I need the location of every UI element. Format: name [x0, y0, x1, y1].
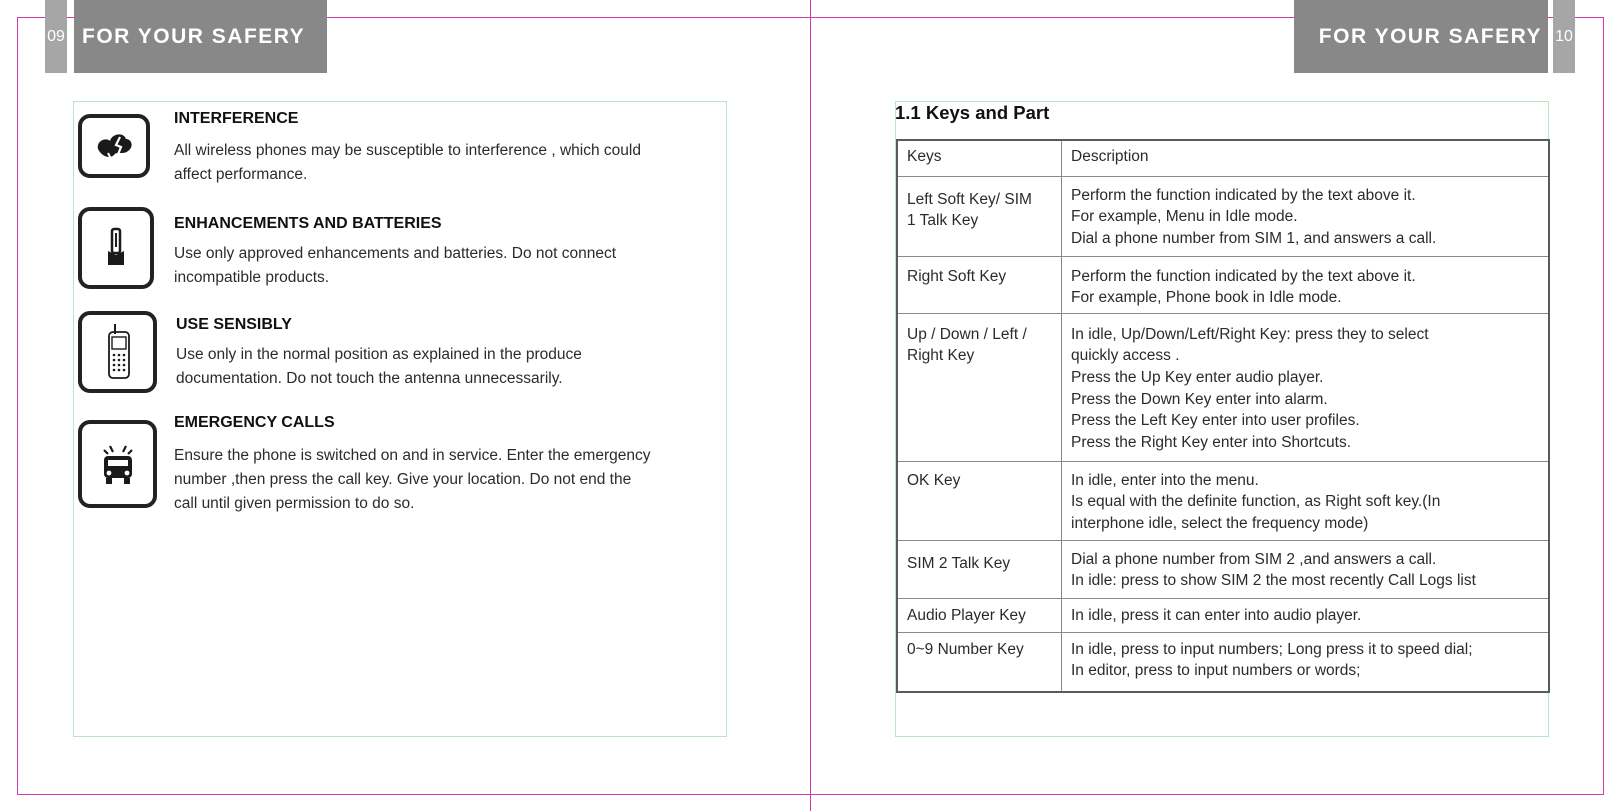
- phone-icon: [78, 311, 157, 393]
- key-cell-line: 0~9 Number Key: [907, 640, 1024, 658]
- interference-icon: [78, 114, 150, 178]
- batteries-text-line: incompatible products.: [174, 269, 330, 286]
- table-row: [897, 176, 1549, 256]
- table-row: [897, 313, 1549, 461]
- left-content-frame: [73, 101, 727, 737]
- key-cell-line: Right Soft Key: [907, 267, 1007, 285]
- description-line: Perform the function indicated by the text above it.: [1071, 267, 1416, 285]
- trim-line-right: [1603, 17, 1604, 795]
- key-cell: [897, 461, 1062, 540]
- use-sensibly-text: [176, 343, 716, 391]
- description-cell: [1062, 313, 1550, 461]
- use-sensibly-text-line: documentation. Do not touch the antenna unnecessarily.: [176, 370, 563, 387]
- interference-title: INTERFERENCE: [174, 110, 299, 127]
- batteries-text: [174, 242, 714, 290]
- trim-line-center: [810, 0, 811, 811]
- trim-line-left: [17, 17, 18, 795]
- description-line: Is equal with the definite function, as Right soft key.(In: [1071, 493, 1441, 511]
- right-page-header: FOR YOUR SAFERY: [1294, 0, 1548, 73]
- table-row: [897, 256, 1549, 313]
- table-row: [897, 461, 1549, 540]
- batteries-text-line: Use only approved enhancements and batteries. Do not connect: [174, 245, 617, 262]
- column-header-keys: Keys: [897, 140, 1062, 176]
- description-line: In idle, enter into the menu.: [1071, 471, 1259, 489]
- description-line: Dial a phone number from SIM 1, and answers a call.: [1071, 229, 1437, 247]
- right-page-number: 10: [1553, 0, 1575, 73]
- description-line: In idle, press it can enter into audio player.: [1071, 606, 1362, 624]
- table-header-row: [897, 140, 1549, 176]
- key-cell: [897, 598, 1062, 632]
- description-line: In idle, press to input numbers; Long press it to speed dial;: [1071, 640, 1473, 658]
- emergency-text-line: call until given permission to do so.: [174, 495, 415, 512]
- description-line: Perform the function indicated by the text above it.: [1071, 186, 1416, 204]
- table-row: [897, 632, 1549, 692]
- description-line: In idle: press to show SIM 2 the most recently Call Logs list: [1071, 572, 1476, 590]
- description-cell: [1062, 540, 1550, 598]
- interference-text-line: affect performance.: [174, 166, 308, 183]
- emergency-text-line: number ,then press the call key. Give your location. Do not end the: [174, 471, 632, 488]
- description-line: Dial a phone number from SIM 2 ,and answers a call.: [1071, 550, 1437, 568]
- description-line: In editor, press to input numbers or words;: [1071, 662, 1361, 680]
- key-cell-line: Up / Down / Left /: [907, 325, 1027, 343]
- left-page-header: FOR YOUR SAFERY: [74, 0, 327, 73]
- table-row: [897, 598, 1549, 632]
- description-cell: [1062, 598, 1550, 632]
- key-cell-line: OK Key: [907, 471, 961, 489]
- key-cell: [897, 176, 1062, 256]
- interference-text-line: All wireless phones may be susceptible to interference , which could: [174, 142, 641, 159]
- key-cell: [897, 313, 1062, 461]
- keys-table-title: 1.1 Keys and Part: [895, 102, 1050, 123]
- description-line: quickly access .: [1071, 347, 1180, 365]
- batteries-title: ENHANCEMENTS AND BATTERIES: [174, 215, 442, 232]
- keys-table: [896, 139, 1550, 693]
- column-header-description: Description: [1062, 140, 1550, 176]
- battery-icon: [78, 207, 154, 289]
- description-line: Press the Up Key enter audio player.: [1071, 368, 1324, 386]
- description-line: For example, Menu in Idle mode.: [1071, 208, 1298, 226]
- key-cell-line: 1 Talk Key: [907, 212, 979, 230]
- key-cell: [897, 540, 1062, 598]
- emergency-icon: [78, 420, 157, 508]
- use-sensibly-title: USE SENSIBLY: [176, 316, 292, 333]
- description-line: interphone idle, select the frequency mode): [1071, 514, 1369, 532]
- key-cell: [897, 256, 1062, 313]
- table-row: [897, 540, 1549, 598]
- key-cell-line: SIM 2 Talk Key: [907, 554, 1011, 572]
- description-line: Press the Left Key enter into user profiles.: [1071, 412, 1360, 430]
- interference-text: [174, 139, 714, 187]
- use-sensibly-text-line: Use only in the normal position as explained in the produce: [176, 346, 582, 363]
- description-line: Press the Down Key enter into alarm.: [1071, 390, 1328, 408]
- description-line: In idle, Up/Down/Left/Right Key: press they to select: [1071, 325, 1429, 343]
- description-cell: [1062, 461, 1550, 540]
- key-cell-line: Left Soft Key/ SIM: [907, 190, 1032, 208]
- emergency-text: [174, 444, 734, 516]
- description-line: Press the Right Key enter into Shortcuts.: [1071, 434, 1351, 452]
- description-cell: [1062, 632, 1550, 692]
- key-cell: [897, 632, 1062, 692]
- key-cell-line: Right Key: [907, 347, 975, 365]
- emergency-title: EMERGENCY CALLS: [174, 414, 335, 431]
- key-cell-line: Audio Player Key: [907, 606, 1026, 624]
- left-page-number: 09: [45, 0, 67, 73]
- description-line: For example, Phone book in Idle mode.: [1071, 289, 1342, 307]
- emergency-text-line: Ensure the phone is switched on and in service. Enter the emergency: [174, 447, 651, 464]
- description-cell: [1062, 176, 1550, 256]
- description-cell: [1062, 256, 1550, 313]
